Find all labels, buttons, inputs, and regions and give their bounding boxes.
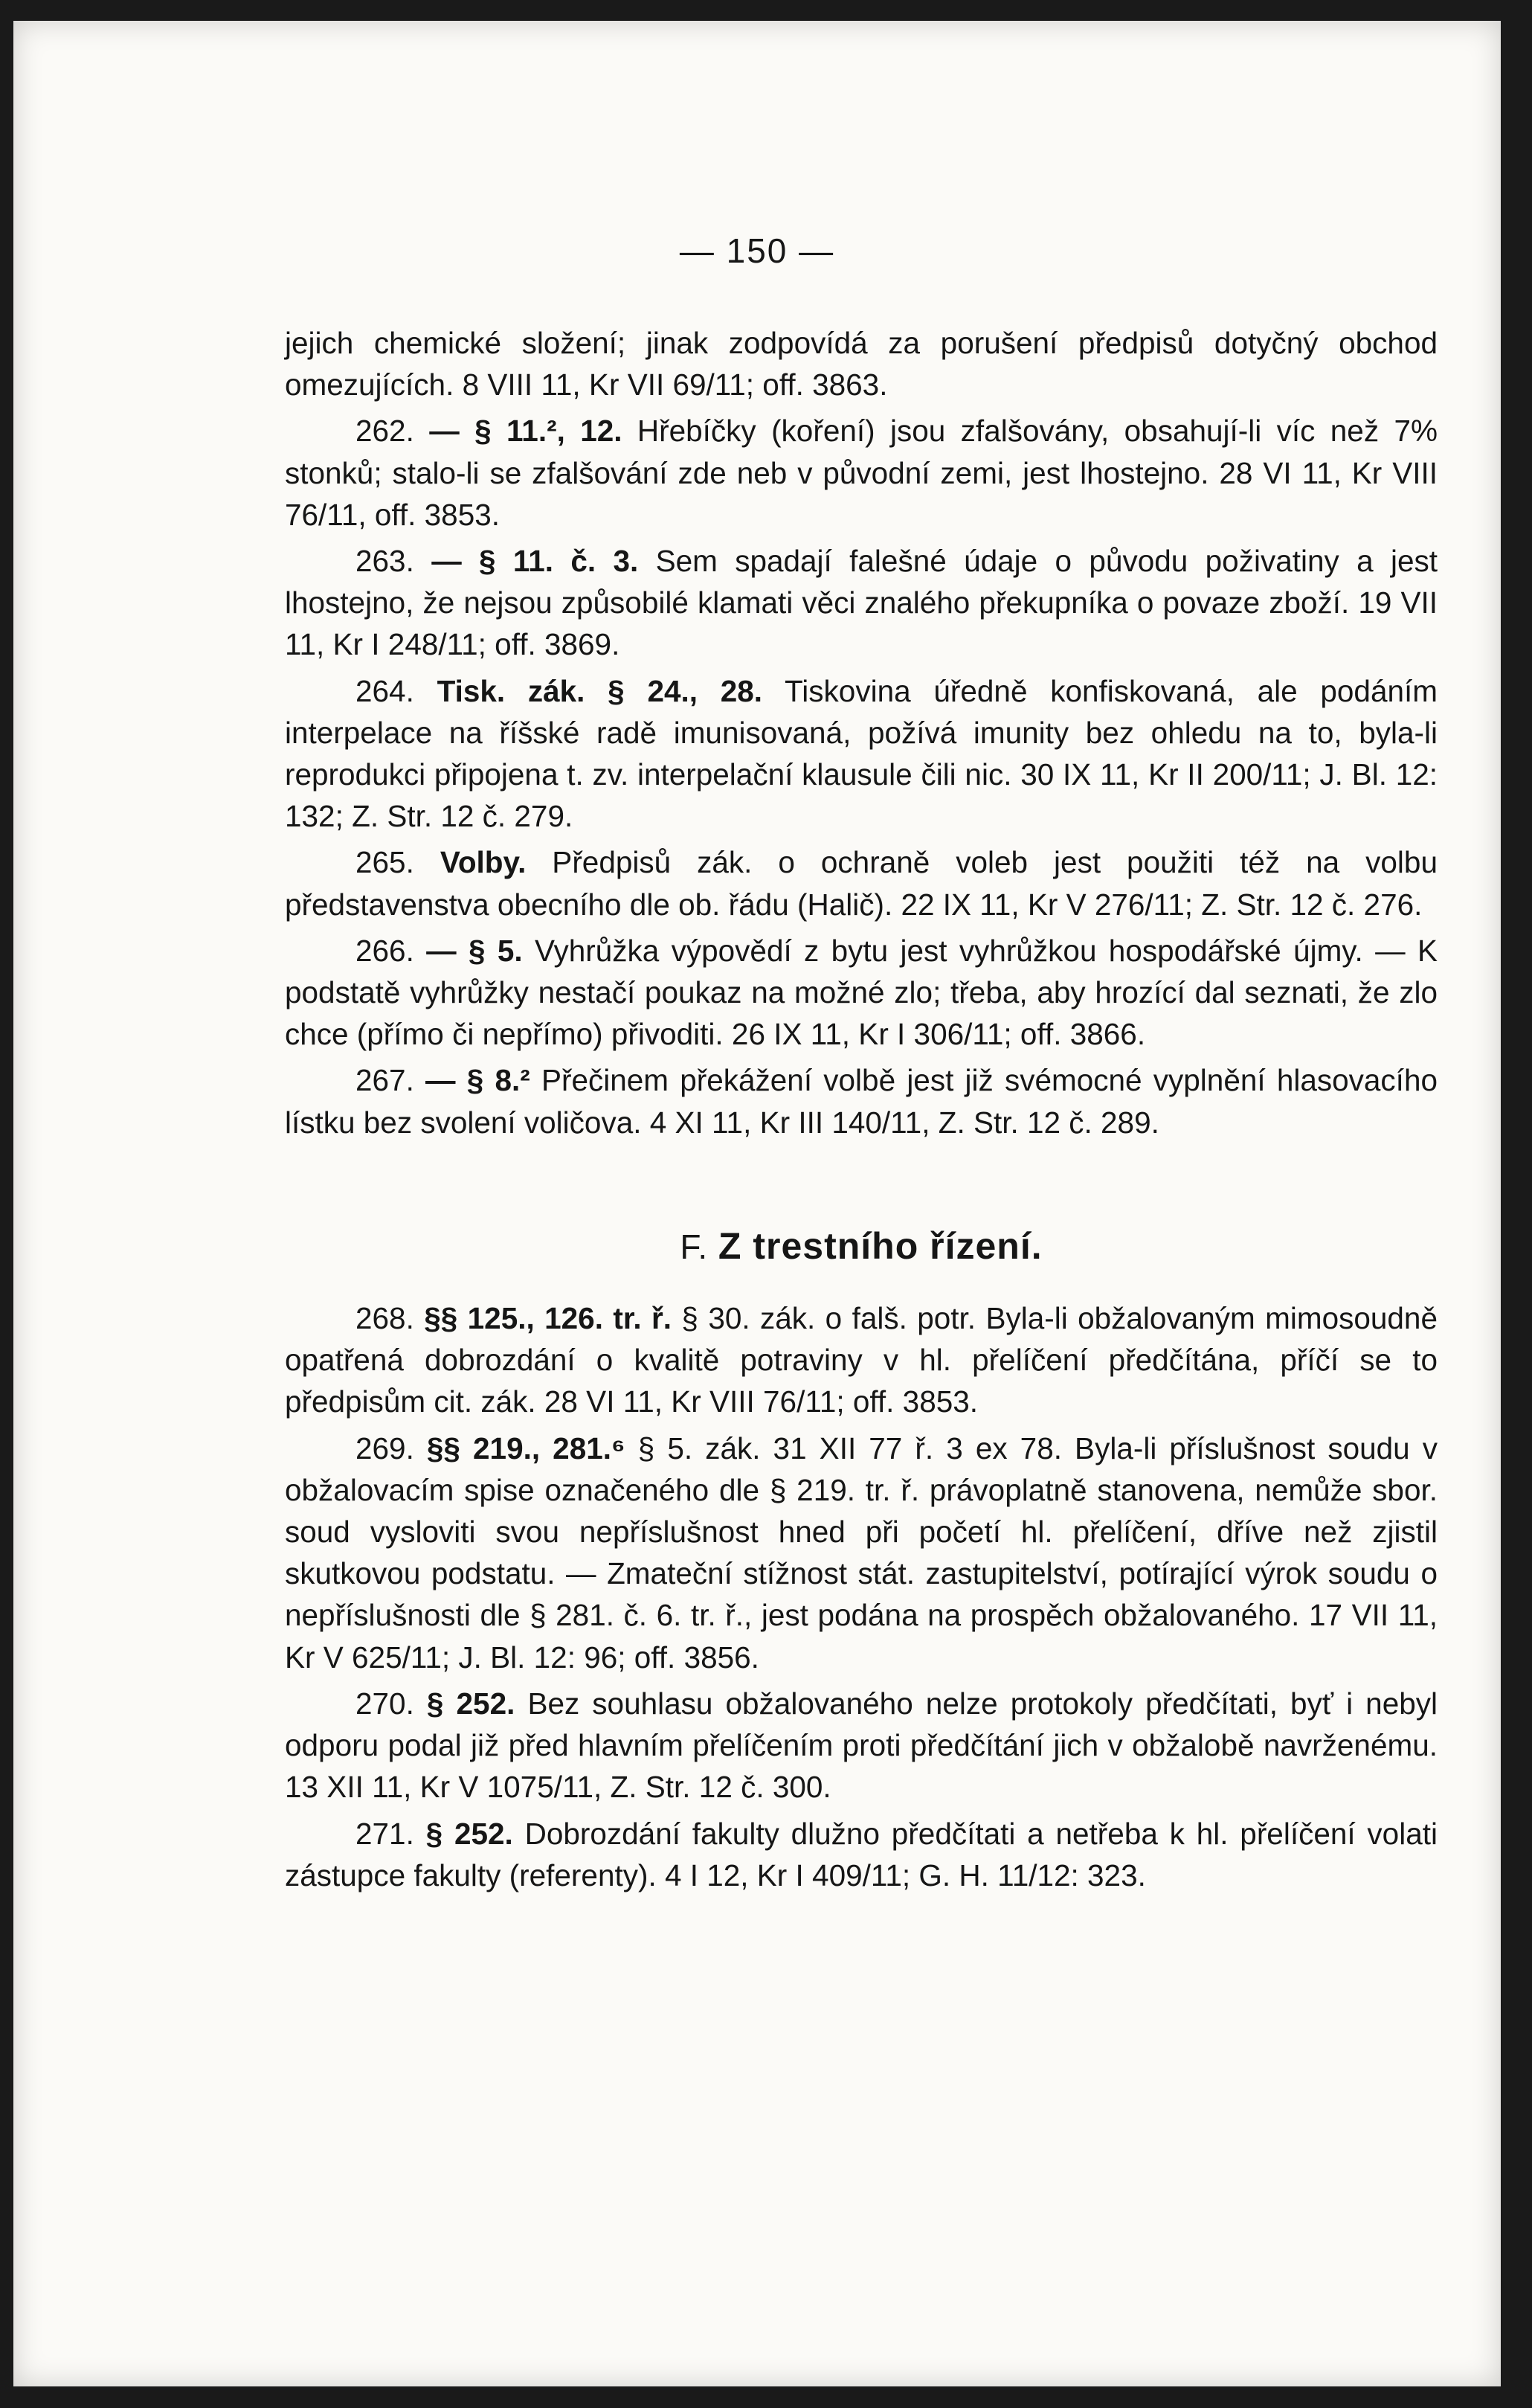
section-letter: F. (680, 1227, 709, 1266)
page-body (285, 322, 1438, 1901)
entry: 271. § 252. Dobrozdání fakulty dlužno předčítati a netřeba k hl. přelíčení volati zástupce fakulty (referenty). 4 I 12, Kr I 409/11; G. H. 11/12: 323. (285, 1816, 1438, 1892)
entry: 270. § 252. Bez souhlasu obžalovaného nelze protokoly předčítati, byť i nebyl odporu podal již před hlavním přelíčením proti předčítání jich v obžalobě navrženému. 13 XII 11, Kr V 1075/11, Z. Str. 12 č. 300. (285, 1686, 1438, 1805)
entry: 266. — § 5. Vyhrůžka výpovědí z bytu jest vyhrůžkou hospodářské újmy. — K podstatě vyhrůžky nestačí poukaz na možné zlo; třeba, aby hrozící dal seznati, že zlo chce (přímo či nepřímo) přivoditi. 26 IX 11, Kr I 306/11; off. 3866. (285, 933, 1438, 1052)
entry: 264. Tisk. zák. § 24., 28. Tiskovina úředně konfiskovaná, ale podáním interpelace na říšské radě imunisovaná, požívá imunity bez ohledu na to, byla-li reprodukci připojena t. zv. interpelační klausule čili nic. 30 IX 11, Kr II 200/11; J. Bl. 12: 132; Z. Str. 12 č. 279. (285, 673, 1438, 834)
document-page (13, 21, 1501, 2386)
entry: 263. — § 11. č. 3. Sem spadají falešné údaje o původu poživatiny a jest lhostejno, že nejsou způsobilé klamati věci znalého překupníka o povaze zboží. 19 VII 11, Kr I 248/11; off. 3869. (285, 544, 1438, 662)
entries-list-2 (285, 1297, 1438, 1896)
entries-list (285, 410, 1438, 1143)
page-number: — 150 — (679, 231, 835, 270)
entry: 265. Volby. Předpisů zák. o ochraně voleb jest použiti též na volbu představenstva obecního dle ob. řádu (Halič). 22 IX 11, Kr V 276/11; Z. Str. 12 č. 276. (285, 845, 1438, 922)
entry: 269. §§ 219., 281.⁶ § 5. zák. 31 XII 77 ř. 3 ex 78. Byla-li příslušnost soudu v obžalovacím spise označeného dle § 219. tr. ř. právoplatně stanovena, nemůže sbor. soud vysloviti svou nepříslušnost hned při početí hl. přelíčení, dříve než zjistil skutkovou podstatu. — Zmateční stížnost stát. zastupitelství, potírající výrok soudu o nepříslušnosti dle § 281. č. 6. tr. ř., jest podána na prospěch obžalovaného. 17 VII 11, Kr V 625/11; J. Bl. 12: 96; off. 3856. (285, 1431, 1438, 1675)
intro-paragraph: jejich chemické složení; jinak zodpovídá za porušení předpisů dotyčný obchod omezujících. 8 VIII 11, Kr VII 69/11; off. 3863. (285, 326, 1438, 402)
entry: 267. — § 8.² Přečinem překážení volbě jest již svémocné vyplnění hlasovacího lístku bez svolení voličova. 4 XI 11, Kr III 140/11, Z. Str. 12 č. 289. (285, 1063, 1438, 1140)
entry: 262. — § 11.², 12. Hřebíčky (koření) jsou zfalšovány, obsahují-li víc než 7% stonků; stalo-li se zfalšování zde neb v původní zemi, jest lhostejno. 28 VI 11, Kr VIII 76/11, off. 3853. (285, 414, 1438, 532)
section-heading (285, 1225, 1438, 1268)
entry: 268. §§ 125., 126. tr. ř. § 30. zák. o falš. potr. Byla-li obžalovaným mimosoudně opatřená dobrozdání o kvalitě potraviny v hl. přelíčení předčítána, příčí se to předpisům cit. zák. 28 VI 11, Kr VIII 76/11; off. 3853. (285, 1301, 1438, 1419)
section-title: Z trestního řízení. (718, 1224, 1043, 1267)
